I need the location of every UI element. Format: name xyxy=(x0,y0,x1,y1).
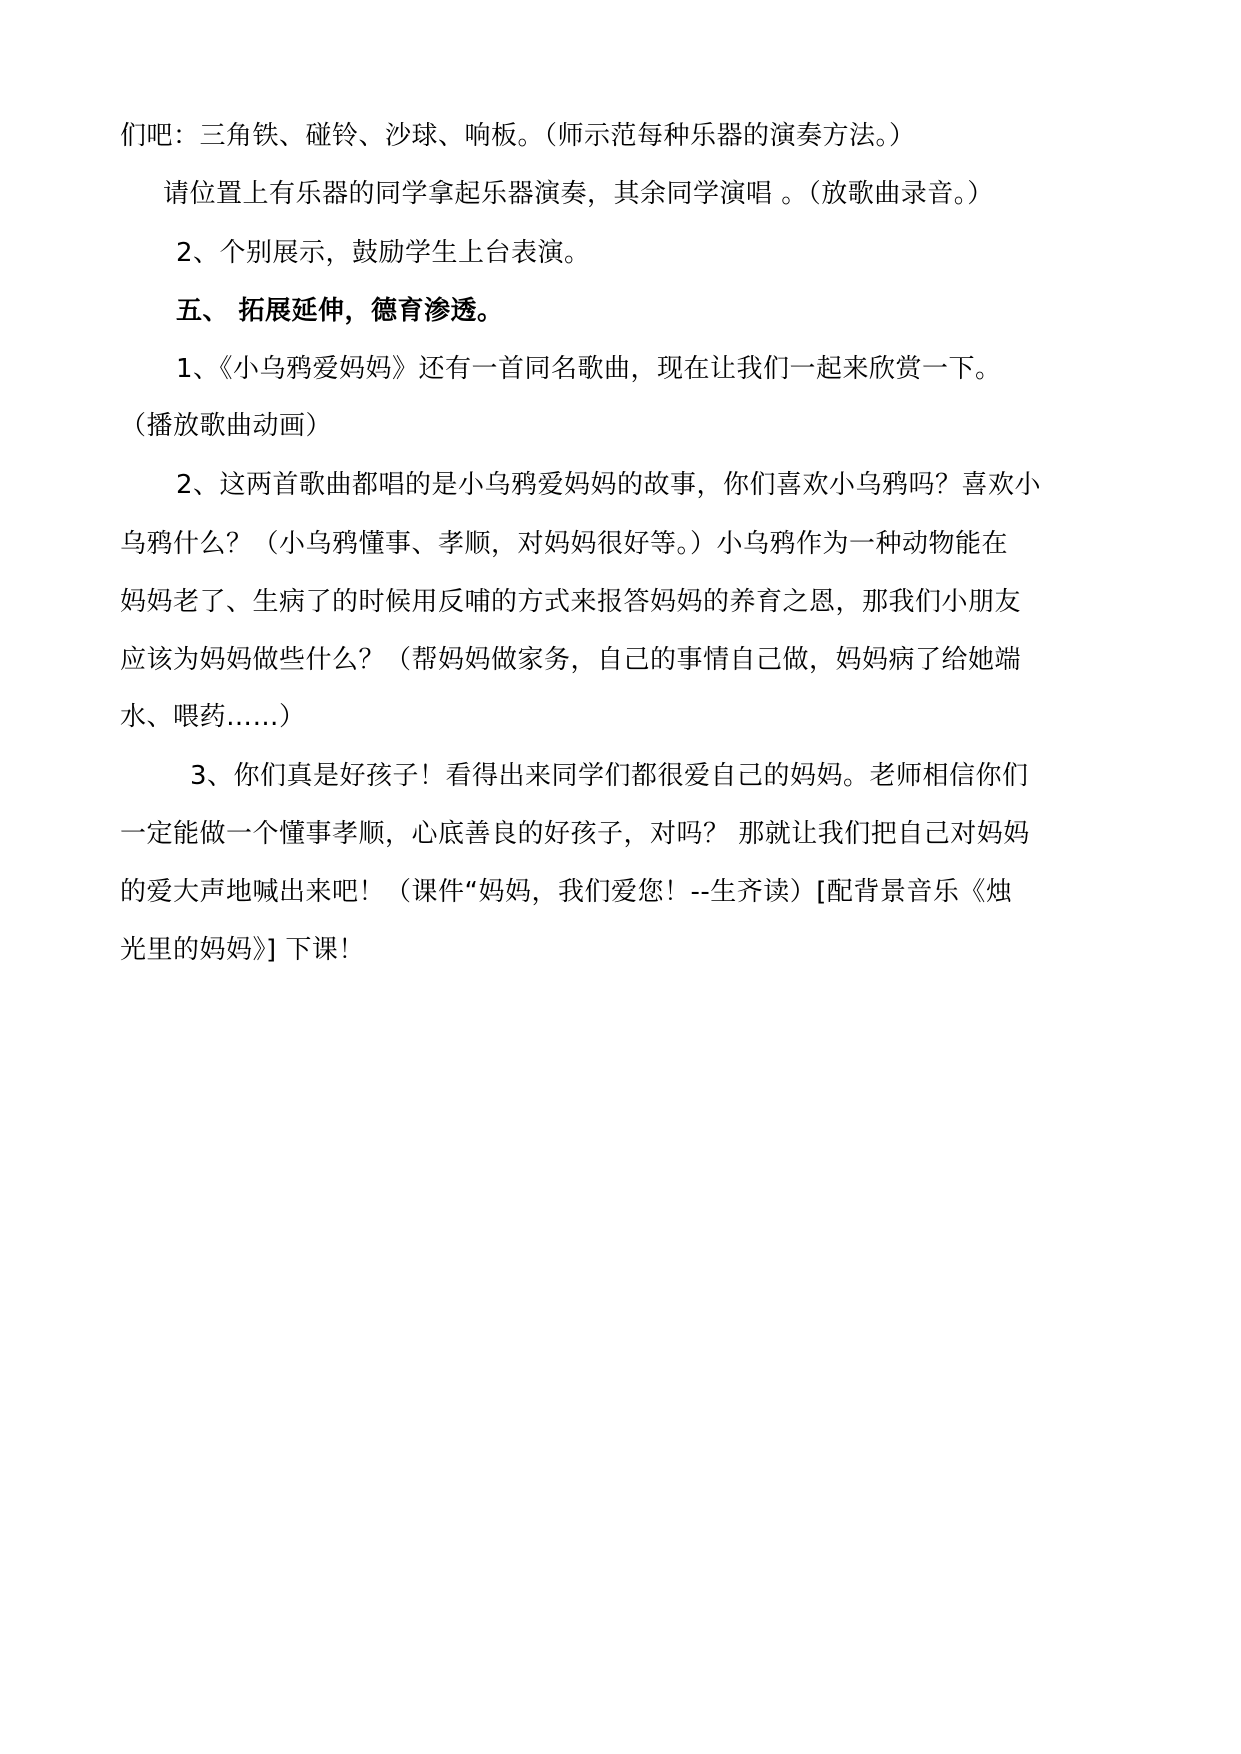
line-conclusion-1: 3、你们真是好孩子！看得出来同学们都很爱自己的妈妈。老师相信你们 xyxy=(190,761,1029,791)
line-extension-song: 1、《小乌鸦爱妈妈》还有一首同名歌曲，现在让我们一起来欣赏一下。 xyxy=(176,354,1002,384)
line-individual-show: 2、个别展示，鼓励学生上台表演。 xyxy=(176,238,591,268)
line-conclusion-4: 光里的妈妈》] 下课！ xyxy=(120,935,365,965)
line-play-animation: （播放歌曲动画） xyxy=(120,411,333,441)
line-instruments: 们吧：三角铁、碰铃、沙球、响板。（师示范每种乐器的演奏方法。） xyxy=(120,121,916,151)
line-discussion-2: 乌鸦什么？（小乌鸦懂事、孝顺，对妈妈很好等。）小乌鸦作为一种动物能在 xyxy=(120,529,1009,559)
line-discussion-1: 2、这两首歌曲都唱的是小乌鸦爱妈妈的故事，你们喜欢小乌鸦吗？喜欢小 xyxy=(176,470,1042,500)
line-conclusion-3: 的爱大声地喊出来吧！（课件“妈妈，我们爱您！--生齐读）[配背景音乐《烛 xyxy=(120,877,1013,907)
section-heading-five: 五、 拓展延伸，德育渗透。 xyxy=(176,296,504,326)
line-discussion-3: 妈妈老了、生病了的时候用反哺的方式来报答妈妈的养育之恩，那我们小朋友 xyxy=(120,587,1022,617)
line-discussion-4: 应该为妈妈做些什么？（帮妈妈做家务，自己的事情自己做，妈妈病了给她端 xyxy=(120,645,1022,675)
line-discussion-5: 水、喂药……） xyxy=(120,702,306,732)
line-conclusion-2: 一定能做一个懂事孝顺，心底善良的好孩子，对吗？ 那就让我们把自己对妈妈 xyxy=(120,819,1030,849)
line-performance-instruction: 请位置上有乐器的同学拿起乐器演奏，其余同学演唱 。（放歌曲录音。） xyxy=(163,179,994,209)
